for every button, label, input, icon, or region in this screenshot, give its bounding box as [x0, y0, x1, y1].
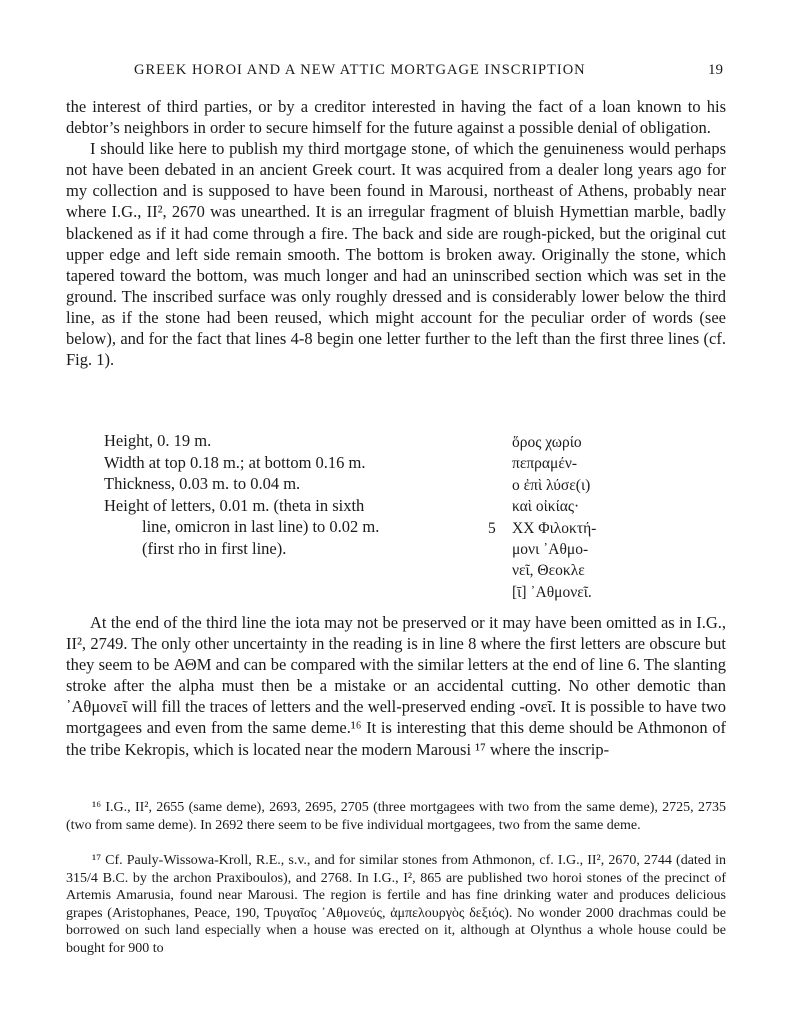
intro-paragraph: the interest of third parties, or by a creditor interested in having the fact of a loan known to his debtor’s neighbors in order to secure himself for the future against a possible denial of obligation. [66, 97, 726, 138]
spec-width: Width at top 0.18 m.; at bottom 0.16 m. [104, 452, 366, 472]
footnote-16: ¹⁶ I.G., II², 2655 (same deme), 2693, 2695, 2705 (three mortgagees with two from the same deme), 2725, 2735 (two from same deme). In 2692 there seem to be five individual mortgagees, two from the same deme. [66, 800, 726, 833]
inscription-line: καὶ οἰκίας· [512, 498, 580, 516]
inscription-line: ο ἐπὶ λύσε(ι) [512, 476, 591, 494]
inscription-text [488, 432, 658, 603]
running-header [0, 62, 787, 82]
stone-specifications [104, 430, 384, 559]
body-text-top [66, 96, 726, 370]
footnote-17: ¹⁷ Cf. Pauly-Wissowa-Kroll, R.E., s.v., and for similar stones from Athmonon, cf. I.G., II², 2670, 2744 (dated in 315/4 B.C. by the archon Praxiboulos), and 2768. In I.G., I², 865 are published two horoi stones of the precinct of Artemis Amarusia, found near Marousi. The region is fertile and has fine drinking water and produces delicious grapes (Aristophanes, Peace, 190, Τρυγαῖος ᾽Αθμονεύς, ἀμπελουργὸς δεξιός). No wonder 2000 drachmas could be borrowed on such land especially when a house was erected on it, although at Olynthus a whole house could be bought for 900 to [66, 853, 726, 956]
inscription-line: νεῖ, Θεοκλε [512, 562, 585, 580]
spec-letter-height: Height of letters, 0.01 m. (theta in sixth line, omicron in last line) to 0.02 m. (first rho in first line). [104, 495, 380, 558]
body-text-bottom [66, 612, 726, 760]
spec-thickness: Thickness, 0.03 m. to 0.04 m. [104, 474, 301, 493]
page-number: 19 [708, 62, 723, 78]
inscription-line: πεπραμέν- [512, 455, 578, 473]
line-number: 5 [488, 519, 496, 537]
running-title: GREEK HOROI AND A NEW ATTIC MORTGAGE INSCRIPTION [134, 62, 586, 78]
main-paragraph: I should like here to publish my third mortgage stone, of which the genuineness would perhaps not have been debated in an ancient Greek court. It was acquired from a dealer long years ago for my collection and is supposed to have been found in Marousi, northeast of Athens, probably near where I.G., II², 2670 was unearthed. It is an irregular fragment of bluish Hymettian marble, badly blackened as if it had come through a fire. The back and side are rough-picked, but the original cut upper edge and left side remain smooth. The bottom is broken away. Originally the stone, which tapered toward the bottom, was much longer and had an uninscribed section which was set in the ground. The inscribed surface was only roughly dressed and is considerably lower below the third line, as if the stone had been reused, which might account for the peculiar order of words (see below), and for the fact that lines 4-8 begin one letter further to the left than the first three lines (cf. Fig. 1). [66, 139, 726, 370]
inscription-line: 5 XX Φιλοκτή- [488, 518, 658, 539]
inscription-line: μονι ᾽Αθμο- [512, 541, 589, 559]
spec-height: Height, 0. 19 m. [104, 431, 212, 450]
inscription-line: [ῑ] ᾽Αθμονεῖ. [512, 583, 592, 601]
third-paragraph: At the end of the third line the iota may not be preserved or it may have been omitted as in I.G., II², 2749. The only other uncertainty in the reading is in line 8 where the first letters are obscure but they seem to be ΑΘΜ and can be compared with the similar letters at the end of line 6. The slanting stroke after the alpha must then be a mistake or an accidental cutting. No other demotic than ᾽Αθμονεῖ will fill the traces of letters and the well-preserved ending -ονεῖ. It is possible to have two mortgagees and even from the same deme.¹⁶ It is interesting that this deme should be Athmonon of the tribe Kekropis, which is located near the modern Marousi ¹⁷ where the inscrip- [66, 613, 726, 759]
inscription-line: ὅρος χωρίο [512, 434, 582, 451]
